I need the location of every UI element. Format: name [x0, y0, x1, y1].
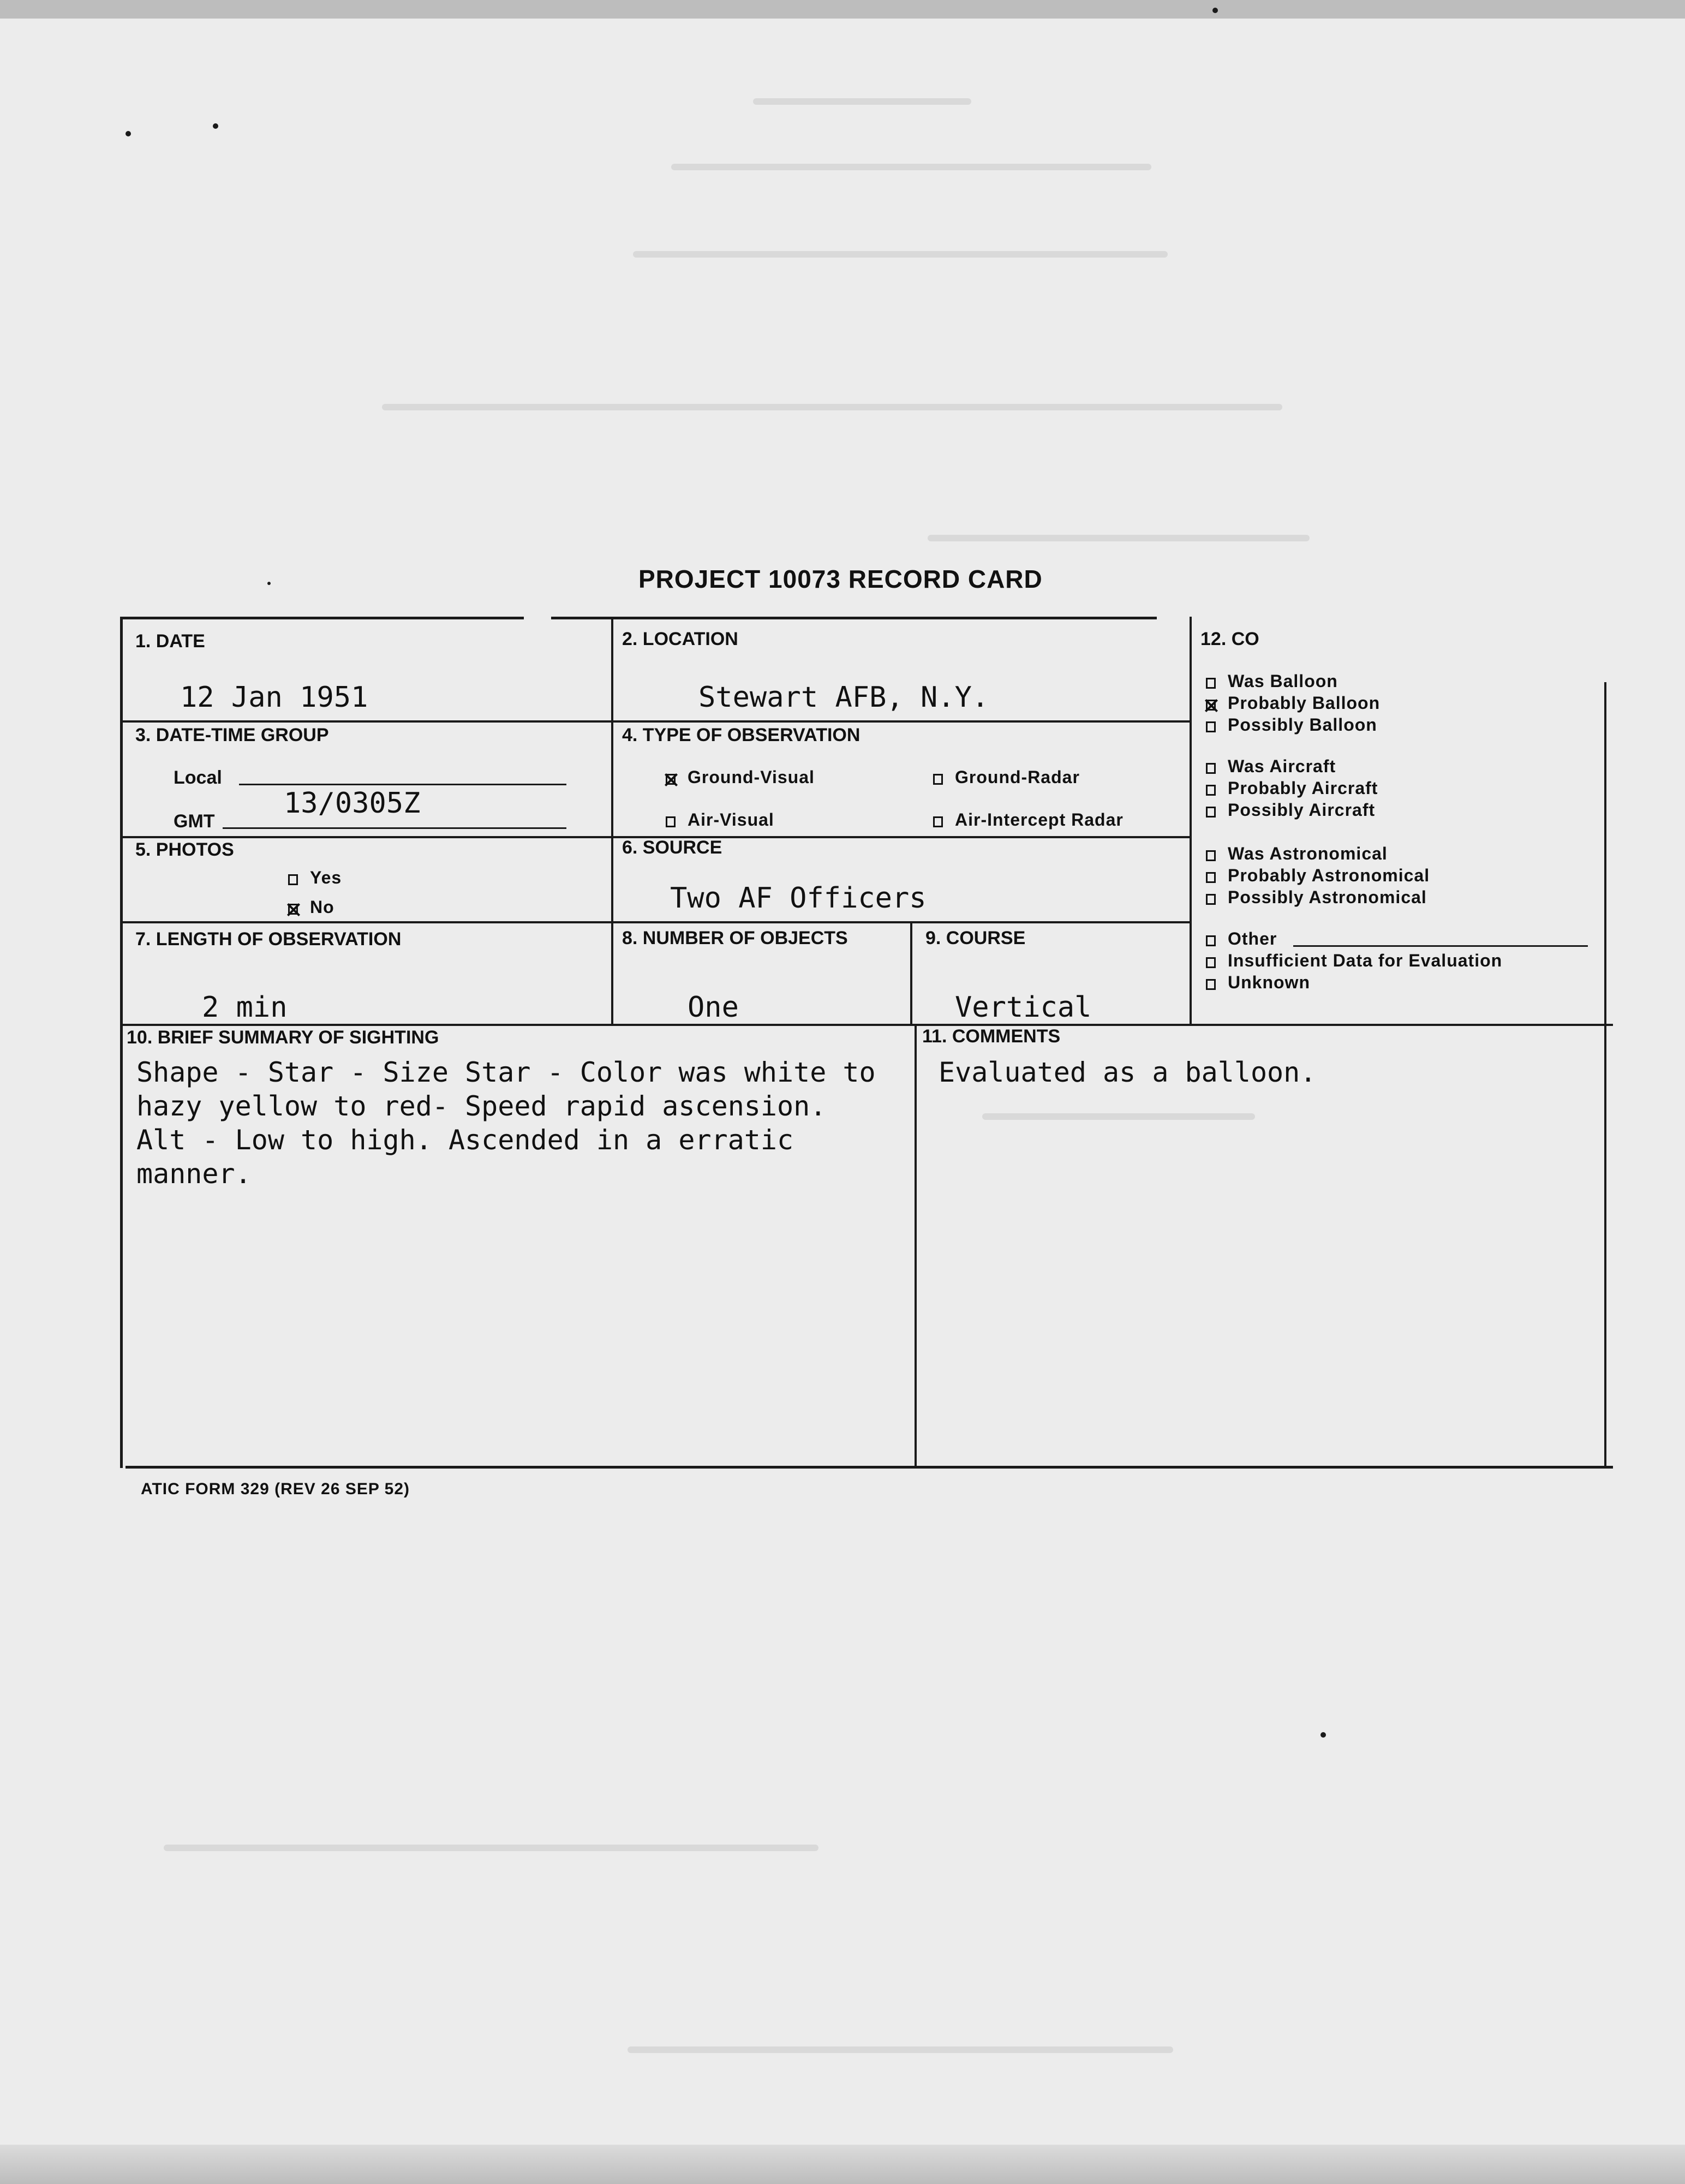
bleed-through-mark — [928, 535, 1310, 541]
option-label: Ground-Radar — [955, 767, 1080, 787]
conclusion-possibly-balloon — [1206, 715, 1377, 735]
conclusion-label: Was Balloon — [1228, 671, 1338, 691]
option-ground-visual — [666, 767, 815, 787]
location-value: Stewart AFB, N.Y. — [698, 681, 989, 714]
conclusions-label: 12. CO — [1200, 629, 1259, 649]
checkbox-icon — [933, 816, 943, 827]
scan-speck — [213, 123, 218, 129]
scan-speck — [126, 131, 131, 136]
form-number: ATIC FORM 329 (REV 26 SEP 52) — [141, 1480, 410, 1498]
option-label: Air-Intercept Radar — [955, 810, 1124, 830]
row-divider — [120, 1024, 1613, 1026]
conclusion-label: Was Astronomical — [1228, 844, 1388, 863]
conclusion-insufficient-data — [1206, 951, 1502, 971]
conclusion-label: Probably Balloon — [1228, 693, 1381, 713]
local-label: Local — [174, 767, 222, 788]
summary-line: Alt - Low to high. Ascended in a erratic — [136, 1124, 794, 1156]
conclusion-was-balloon — [1206, 671, 1338, 691]
conclusion-unknown — [1206, 972, 1310, 993]
conclusion-probably-aircraft — [1206, 778, 1378, 798]
conclusion-was-astronomical — [1206, 844, 1388, 864]
date-value: 12 Jan 1951 — [180, 681, 368, 714]
bleed-through-mark — [382, 404, 1282, 410]
scan-speck — [267, 582, 271, 585]
card-right-border — [1604, 682, 1606, 1468]
conclusion-probably-astronomical — [1206, 866, 1430, 886]
conclusion-label: Probably Aircraft — [1228, 778, 1378, 798]
checkbox-icon — [1206, 957, 1216, 968]
gmt-label: GMT — [174, 811, 215, 832]
checked-box-icon — [288, 904, 298, 915]
gmt-value: 13/0305Z — [284, 787, 421, 820]
conclusion-label: Probably Astronomical — [1228, 866, 1430, 885]
date-time-group-label: 3. DATE-TIME GROUP — [135, 725, 329, 745]
bleed-through-mark — [633, 251, 1168, 258]
bleed-through-mark — [671, 164, 1151, 170]
column-divider — [910, 922, 912, 1026]
column-divider — [1190, 617, 1192, 1026]
conclusion-label: Possibly Astronomical — [1228, 887, 1427, 907]
bleed-through-mark — [164, 1845, 818, 1851]
option-ground-radar — [933, 767, 1080, 787]
option-label: Ground-Visual — [688, 767, 815, 787]
checkbox-icon — [933, 774, 943, 785]
checkbox-icon — [1206, 935, 1216, 946]
checkbox-icon — [1206, 763, 1216, 774]
comments-label: 11. COMMENTS — [922, 1026, 1061, 1047]
conclusion-label: Other — [1228, 929, 1277, 948]
scan-speck — [1212, 8, 1218, 13]
observation-type-label: 4. TYPE OF OBSERVATION — [622, 725, 861, 745]
comments-value: Evaluated as a balloon. — [939, 1057, 1317, 1088]
scan-top-edge — [0, 0, 1685, 19]
course-value: Vertical — [955, 991, 1092, 1024]
summary-label: 10. BRIEF SUMMARY OF SIGHTING — [127, 1027, 439, 1048]
summary-line: hazy yellow to red- Speed rapid ascension. — [136, 1090, 827, 1122]
column-divider — [611, 617, 613, 1026]
card-bottom-border — [126, 1466, 1613, 1469]
checkbox-icon — [1206, 785, 1216, 796]
checkbox-icon — [1206, 721, 1216, 732]
number-of-objects-value: One — [688, 991, 739, 1024]
source-value: Two AF Officers — [670, 882, 927, 915]
checkbox-icon — [666, 816, 676, 827]
option-air-visual — [666, 810, 774, 830]
checkbox-icon — [1206, 872, 1216, 883]
row-divider — [120, 921, 1190, 923]
checked-box-icon — [1206, 700, 1216, 711]
option-air-intercept-radar — [933, 810, 1124, 830]
checkbox-icon — [1206, 807, 1216, 817]
column-divider — [915, 1026, 917, 1466]
conclusion-label: Was Aircraft — [1228, 756, 1336, 776]
conclusion-possibly-aircraft — [1206, 800, 1375, 820]
bleed-through-mark — [628, 2046, 1173, 2053]
row-divider — [120, 720, 1190, 723]
length-value: 2 min — [202, 991, 288, 1024]
checkbox-icon — [1206, 979, 1216, 990]
record-card — [120, 617, 1613, 1468]
gmt-blank-line — [223, 827, 566, 829]
length-label: 7. LENGTH OF OBSERVATION — [135, 929, 402, 950]
option-label: Air-Visual — [688, 810, 774, 830]
conclusion-label: Possibly Aircraft — [1228, 800, 1376, 820]
photos-no — [288, 897, 334, 917]
conclusion-label: Insufficient Data for Evaluation — [1228, 951, 1503, 970]
conclusion-was-aircraft — [1206, 756, 1336, 777]
scan-bottom-edge — [0, 2145, 1685, 2184]
location-label: 2. LOCATION — [622, 629, 738, 649]
checkbox-icon — [288, 874, 298, 885]
conclusion-other — [1206, 929, 1277, 949]
card-top-border — [120, 617, 524, 619]
photos-yes — [288, 868, 342, 888]
course-label: 9. COURSE — [925, 928, 1026, 948]
summary-line: Shape - Star - Size Star - Color was white to — [136, 1057, 876, 1088]
photos-yes-label: Yes — [310, 868, 342, 887]
checked-box-icon — [666, 774, 676, 785]
checkbox-icon — [1206, 894, 1216, 905]
source-label: 6. SOURCE — [622, 837, 722, 858]
card-top-border — [551, 617, 1157, 619]
conclusion-probably-balloon — [1206, 693, 1380, 713]
conclusion-label: Unknown — [1228, 972, 1310, 992]
summary-line: manner. — [136, 1158, 252, 1190]
other-blank-line — [1293, 945, 1588, 947]
card-title: PROJECT 10073 RECORD CARD — [638, 565, 1043, 593]
conclusion-label: Possibly Balloon — [1228, 715, 1377, 735]
local-blank-line — [239, 784, 566, 785]
photos-no-label: No — [310, 897, 334, 917]
scan-speck — [1320, 1732, 1326, 1738]
checkbox-icon — [1206, 678, 1216, 689]
bleed-through-mark — [753, 98, 971, 105]
photos-label: 5. PHOTOS — [135, 839, 234, 860]
card-left-border — [120, 617, 123, 1468]
conclusion-possibly-astronomical — [1206, 887, 1427, 908]
date-label: 1. DATE — [135, 631, 205, 652]
checkbox-icon — [1206, 850, 1216, 861]
number-of-objects-label: 8. NUMBER OF OBJECTS — [622, 928, 848, 948]
